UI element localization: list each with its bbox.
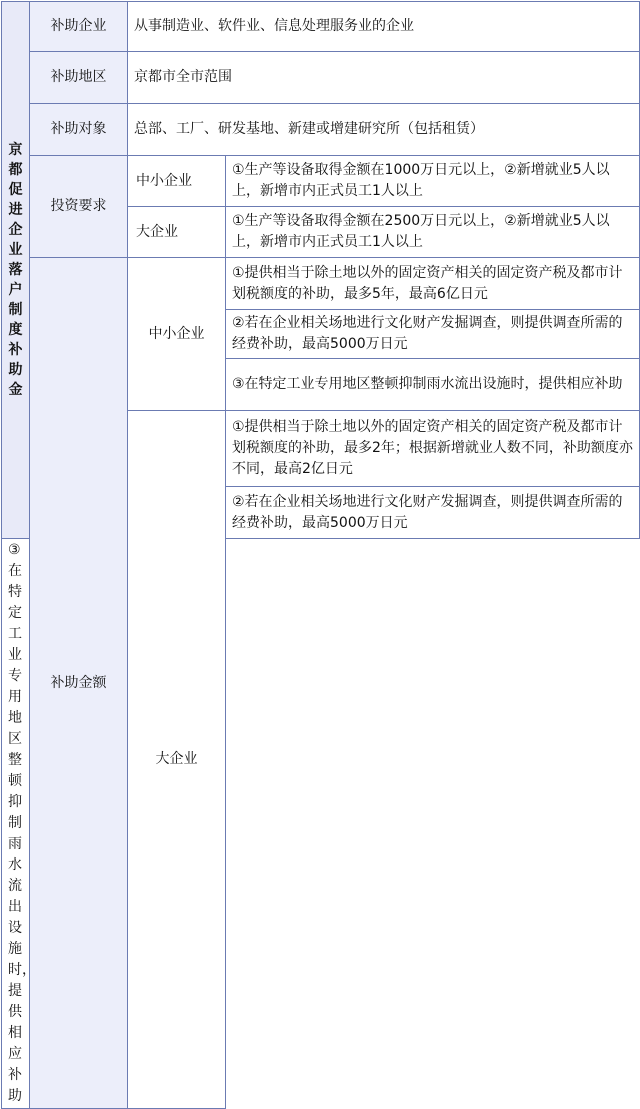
- side-char: 落: [8, 262, 23, 278]
- side-char: 进: [8, 202, 23, 218]
- side-char: 促: [8, 182, 23, 198]
- row-label-target: 补助对象: [30, 104, 128, 156]
- investment-sme-label: 中小企业: [128, 156, 226, 207]
- row-value-region: 京都市全市范围: [128, 52, 640, 104]
- amount-sme-item: ②若在企业相关场地进行文化财产发掘调查，则提供调查所需的经费补助，最高5000万日元: [226, 310, 640, 359]
- side-char: 补: [8, 342, 23, 358]
- side-char: 金: [8, 382, 23, 398]
- row-label-investment: 投资要求: [30, 156, 128, 258]
- side-char: 京: [8, 142, 23, 158]
- amount-large-item: ②若在企业相关场地进行文化财产发掘调查，则提供调查所需的经费补助，最高5000万日元: [226, 487, 640, 539]
- row-label-amount: 补助金额: [30, 258, 128, 1109]
- subsidy-table: [1, 1, 640, 1109]
- side-title: [2, 2, 30, 539]
- side-char: 助: [8, 362, 23, 378]
- row-value-target: 总部、工厂、研发基地、新建或增建研究所（包括租赁）: [128, 104, 640, 156]
- row-value-company: 从事制造业、软件业、信息处理服务业的企业: [128, 2, 640, 52]
- side-char: 企: [8, 222, 23, 238]
- amount-large-label: 大企业: [128, 411, 226, 1109]
- side-char: 制: [8, 302, 23, 318]
- side-char: 户: [8, 282, 23, 298]
- side-char: 业: [8, 242, 23, 258]
- row-label-company: 补助企业: [30, 2, 128, 52]
- amount-sme-item: ③在特定工业专用地区整顿抑制雨水流出设施时，提供相应补助: [226, 359, 640, 411]
- investment-large-value: ①生产等设备取得金额在2500万日元以上，②新增就业5人以上，新增市内正式员工1人以上: [226, 207, 640, 258]
- investment-large-label: 大企业: [128, 207, 226, 258]
- amount-large-item: ①提供相当于除土地以外的固定资产相关的固定资产税及都市计划税额度的补助，最多2年；根据新增就业人数不同，补助额度亦不同，最高2亿日元: [226, 411, 640, 487]
- side-char: 都: [8, 162, 23, 178]
- side-char: 度: [8, 322, 23, 338]
- amount-large-item: ③在特定工业专用地区整顿抑制雨水流出设施时，提供相应补助: [2, 539, 30, 1109]
- amount-sme-item: ①提供相当于除土地以外的固定资产相关的固定资产税及都市计划税额度的补助，最多5年，最高6亿日元: [226, 258, 640, 310]
- row-label-region: 补助地区: [30, 52, 128, 104]
- amount-sme-label: 中小企业: [128, 258, 226, 411]
- investment-sme-value: ①生产等设备取得金额在1000万日元以上，②新增就业5人以上，新增市内正式员工1人以上: [226, 156, 640, 207]
